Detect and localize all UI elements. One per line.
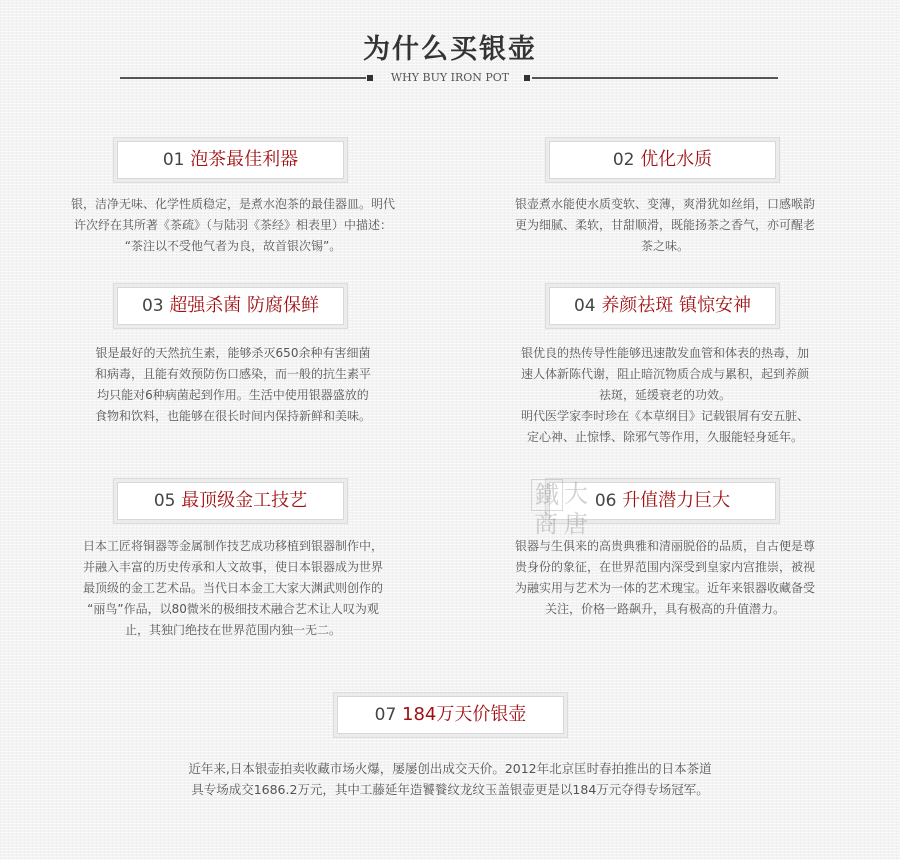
description-line: 许次纾在其所著《茶疏》（与陆羽《茶经》相表里）中描述：: [73, 218, 392, 232]
section-05-description: [40, 536, 426, 641]
seal-character: 唐: [564, 510, 588, 538]
description-line: 贵身份的象征，在世界范围内深受到皇家内宫推崇，被视: [514, 560, 815, 574]
seal-stamp-icon: [529, 477, 593, 541]
section-title: 184万天价银壶: [402, 704, 527, 725]
section-number: 01: [162, 150, 185, 170]
section-title: 泡茶最佳利器: [190, 149, 299, 170]
section-number: 04: [573, 296, 596, 316]
description-line: 日本工匠将铜器等金属制作技艺成功移植到银器制作中，: [82, 539, 383, 553]
section-01-description: [40, 194, 426, 257]
section-title: 升值潜力巨大: [622, 490, 731, 511]
section-number: 02: [612, 150, 635, 170]
description-line: “茶注以不受他气者为良，故首银次锡”。: [124, 239, 342, 253]
section-title: 养颜祛斑 镇惊安神: [601, 295, 752, 316]
section-07-heading: [337, 696, 564, 734]
section-02-heading: [549, 141, 776, 179]
description-line: 止，其独门绝技在世界范围内独一无二。: [124, 623, 341, 637]
page-title: 为什么买银壶: [363, 34, 537, 65]
description-line: 最顶级的金工艺术品。当代日本金工大家大渊武则创作的: [82, 581, 383, 595]
description-line: 银优良的热传导性能够迅速散发血管和体表的热毒，加: [520, 346, 809, 360]
description-line: 银是最好的天然抗生素，能够杀灭650余种有害细菌: [95, 346, 371, 360]
seal-character: 商: [534, 510, 558, 538]
section-number: 07: [374, 705, 397, 725]
description-line: 银器与生俱来的高贵典雅和清丽脱俗的品质，自古便是尊: [514, 539, 815, 553]
section-title: 最顶级金工技艺: [181, 490, 308, 511]
section-title: 优化水质: [640, 149, 713, 170]
description-line: 食物和饮料，也能够在很长时间内保持新鲜和美味。: [94, 409, 371, 423]
description-line: 定心神、止惊悸、除邪气等作用，久服能轻身延年。: [526, 430, 803, 444]
description-line: 更为细腻、柔软，甘甜顺滑，既能扬茶之香气，亦可醒老: [514, 218, 815, 232]
seal-character: 大: [564, 480, 588, 508]
section-03-description: [40, 343, 426, 427]
subtitle-rule-right: [532, 77, 778, 79]
description-line: 明代医学家李时珍在《本草纲目》记载银屑有安五脏、: [520, 409, 809, 423]
description-line: 祛斑，延缓衰老的功效。: [598, 388, 731, 402]
section-05-heading: [117, 482, 344, 520]
section-02-description: [470, 194, 860, 257]
description-line: 银，洁净无味、化学性质稳定，是煮水泡茶的最佳器皿。明代: [70, 197, 395, 211]
description-line: 关注，价格一路飙升，具有极高的升值潜力。: [544, 602, 785, 616]
section-number: 05: [153, 491, 176, 511]
section-title: 超强杀菌 防腐保鲜: [169, 295, 320, 316]
subtitle-square-left: [367, 75, 373, 81]
description-line: “丽鸟”作品，以80微米的极细技术融合艺术让人叹为观: [87, 602, 379, 616]
subtitle-rule-left: [120, 77, 366, 79]
description-line: 银壶煮水能使水质变软、变薄，爽滑犹如丝绢，口感喉韵: [514, 197, 815, 211]
page-header: [0, 32, 900, 86]
description-line: 具专场成交1686.2万元，其中工藤延年造饕餮纹龙纹玉盖银壶更是以184万元夺得专场冠军。: [191, 782, 709, 797]
description-line: 和病毒，且能有效预防伤口感染，而一般的抗生素平: [94, 367, 371, 381]
description-line: 并融入丰富的历史传承和人文故事，使日本银器成为世界: [82, 560, 383, 574]
description-line: 为融实用与艺术为一体的艺术瑰宝。近年来银器收藏备受: [514, 581, 815, 595]
section-06-description: [470, 536, 860, 620]
section-07-description: [110, 758, 790, 800]
description-line: 速人体新陈代谢，阻止暗沉物质合成与累积，起到养颜: [520, 367, 809, 381]
subtitle-square-right: [524, 75, 530, 81]
section-01-heading: [117, 141, 344, 179]
section-number: 03: [141, 296, 164, 316]
section-number: 06: [594, 491, 617, 511]
description-line: 均只能对6种病菌起到作用。生活中使用银器盛放的: [97, 388, 369, 402]
section-04-heading: [549, 287, 776, 325]
page-subtitle: WHY BUY IRON POT: [390, 71, 510, 84]
description-line: 近年来,日本银壶拍卖收藏市场火爆，屡屡创出成交天价。2012年北京匡时春拍推出的日本茶道: [188, 761, 712, 776]
seal-character: 鐵: [531, 479, 563, 511]
section-03-heading: [117, 287, 344, 325]
subtitle-row: [0, 70, 900, 86]
section-04-description: [470, 343, 860, 448]
description-line: 茶之味。: [640, 239, 689, 253]
